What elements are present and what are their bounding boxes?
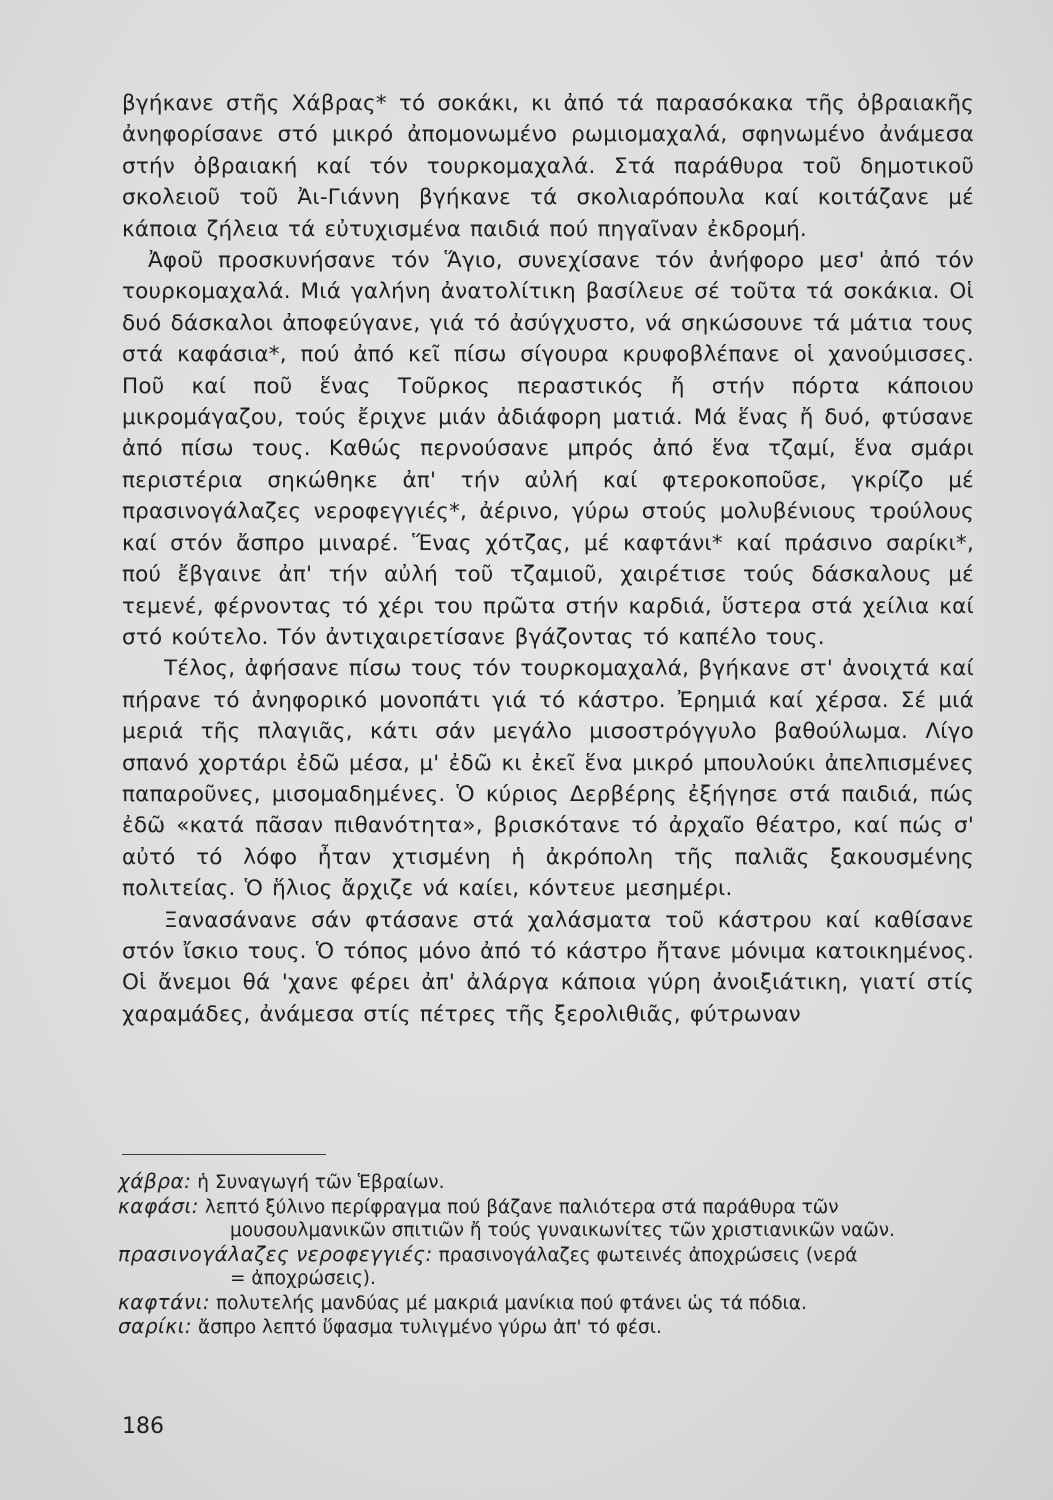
footnote-2-continuation: μουσουλμανικῶν σπιτιῶν ἤ τούς γυναικωνίτες τῶν χριστιανικῶν ναῶν.: [230, 1220, 895, 1241]
footnotes: [118, 1170, 978, 1340]
main-text: [122, 88, 974, 1030]
footnote-divider: [122, 1154, 326, 1155]
footnote-term: πρασινογάλαζες νεροφεγγιές:: [118, 1241, 433, 1266]
paragraph-3: Τέλος, ἀφήσανε πίσω τους τόν τουρκομαχαλά, βγήκανε στ' ἀνοιχτά καί πήρανε τό ἀνηφορικό μονοπάτι γιά τό κάστρο. Ἐρημιά καί χέρσα. Σέ μιά μεριά τῆς πλαγιᾶς, κάτι σάν μεγάλο μισοστρόγγυλο βαθούλωμα. Λίγο σπανό χορτάρι ἐδῶ μέσα, μ' ἐδῶ κι ἐκεῖ ἕνα μικρό μπουλούκι ἀπελπισμένες παπαροῦνες, μισομαδημένες. Ὁ κύριος Δερβέρης ἐξήγησε στά παιδιά, πώς ἐδῶ «κατά πᾶσαν πιθανότητα», βρισκότανε τό ἀρχαῖο θέατρο, καί πώς σ' αὐτό τό λόφο ἦταν χτισμένη ἡ ἀκρόπολη τῆς παλιᾶς ξακουσμένης πολιτείας. Ὁ ἥλιος ἄρχιζε νά καίει, κόντευε μεσημέρι.: [122, 656, 974, 902]
footnote-definition: λεπτό ξύλινο περίφραγμα πού βάζανε παλιότερα στά παράθυρα τῶν: [204, 1196, 839, 1218]
footnote-2: [118, 1195, 978, 1220]
footnote-1: [118, 1170, 978, 1195]
footnote-3: [118, 1243, 978, 1268]
footnote-definition: ἄσπρο λεπτό ὕφασμα τυλιγμένο γύρω ἀπ' τό φέσι.: [198, 1317, 662, 1338]
paragraph-1: βγήκανε στῆς Χάβρας* τό σοκάκι, κι ἀπό τά παρασόκακα τῆς ὀβραιακῆς ἀνηφορίσανε στό μικρό ἀπομονωμένο ρωμιομαχαλά, σφηνωμένο ἀνάμεσα στήν ὀβραιακή καί τόν τουρκομαχαλά. Στά παράθυρα τοῦ δημοτικοῦ σκολειοῦ τοῦ Ἀι-Γιάννη βγήκανε τά σκολιαρόπουλα καί κοιτάζανε μέ κάποια ζήλεια τά εὐτυχισμένα παιδιά πού πηγαῖναν ἐκδρομή.: [122, 91, 974, 242]
footnote-5: [118, 1315, 978, 1340]
footnote-term: καφάσι:: [118, 1193, 200, 1218]
footnote-definition: πολυτελής μανδύας μέ μακριά μανίκια πού φτάνει ὡς τά πόδια.: [215, 1292, 807, 1314]
footnote-term: καφτάνι:: [118, 1289, 211, 1314]
footnote-term: σαρίκι:: [118, 1314, 193, 1338]
paragraph-4: Ξανασάνανε σάν φτάσανε στά χαλάσματα τοῦ κάστρου καί καθίσανε στόν ἴσκιο τους. Ὁ τόπος μόνο ἀπό τό κάστρο ἤτανε μόνιμα κατοικημένος. Οἱ ἄνεμοι θά 'χανε φέρει ἀπ' ἀλάργα κάποια γύρη ἀνοιξιάτικη, γιατί στίς χαραμάδες, ἀνάμεσα στίς πέτρες τῆς ξερολιθιᾶς, φύτρωναν: [122, 907, 974, 1027]
page-number: 186: [122, 1414, 164, 1439]
footnote-4: [118, 1291, 978, 1316]
footnote-3-continuation: = ἀποχρώσεις).: [230, 1268, 376, 1289]
paragraph-2: Ἀφοῦ προσκυνήσανε τόν Ἅγιο, συνεχίσανε τόν ἀνήφορο μεσ' ἀπό τόν τουρκομαχαλά. Μιά γαλήνη ἀνατολίτικη βασίλευε σέ τοῦτα τά σοκάκια. Οἱ δυό δάσκαλοι ἀποφεύγανε, γιά τό ἀσύγχυστο, νά σηκώσουνε τά μάτια τους στά καφάσια*, πού ἀπό κεῖ πίσω σίγουρα κρυφοβλέπανε οἱ χανούμισσες. Ποῦ καί ποῦ ἕνας Τοῦρκος περαστικός ἤ στήν πόρτα κάποιου μικρομάγαζου, τούς ἔριχνε μιάν ἀδιάφορη ματιά. Μά ἕνας ἤ δυό, φτύσανε ἀπό πίσω τους. Καθώς περνούσανε μπρός ἀπό ἕνα τζαμί, ἕνα σμάρι περιστέρια σηκώθηκε ἀπ' τήν αὐλή καί φτεροκοποῦσε, γκρίζο μέ πρασινογάλαζες νεροφεγγιές*, ἀέρινο, γύρω στούς μολυβένιους τρούλους καί στόν ἄσπρο μιναρέ. Ἕνας χότζας, μέ καφτάνι* καί πράσινο σαρίκι*, πού ἔβγαινε ἀπ' τήν αὐλή τοῦ τζαμιοῦ, χαιρέτισε τούς δάσκαλους μέ τεμενέ, φέρνοντας τό χέρι του πρῶτα στήν καρδιά, ὕστερα στά χείλια καί στό κούτελο. Τόν ἀντιχαιρετίσανε βγάζοντας τό καπέλο τους.: [122, 248, 974, 650]
footnote-term: χάβρα:: [118, 1169, 192, 1193]
footnote-definition: πρασινογάλαζες φωτεινές ἀποχρώσεις (νερά: [438, 1244, 858, 1266]
footnote-definition: ἡ Συναγωγή τῶν Ἑβραίων.: [197, 1172, 445, 1193]
